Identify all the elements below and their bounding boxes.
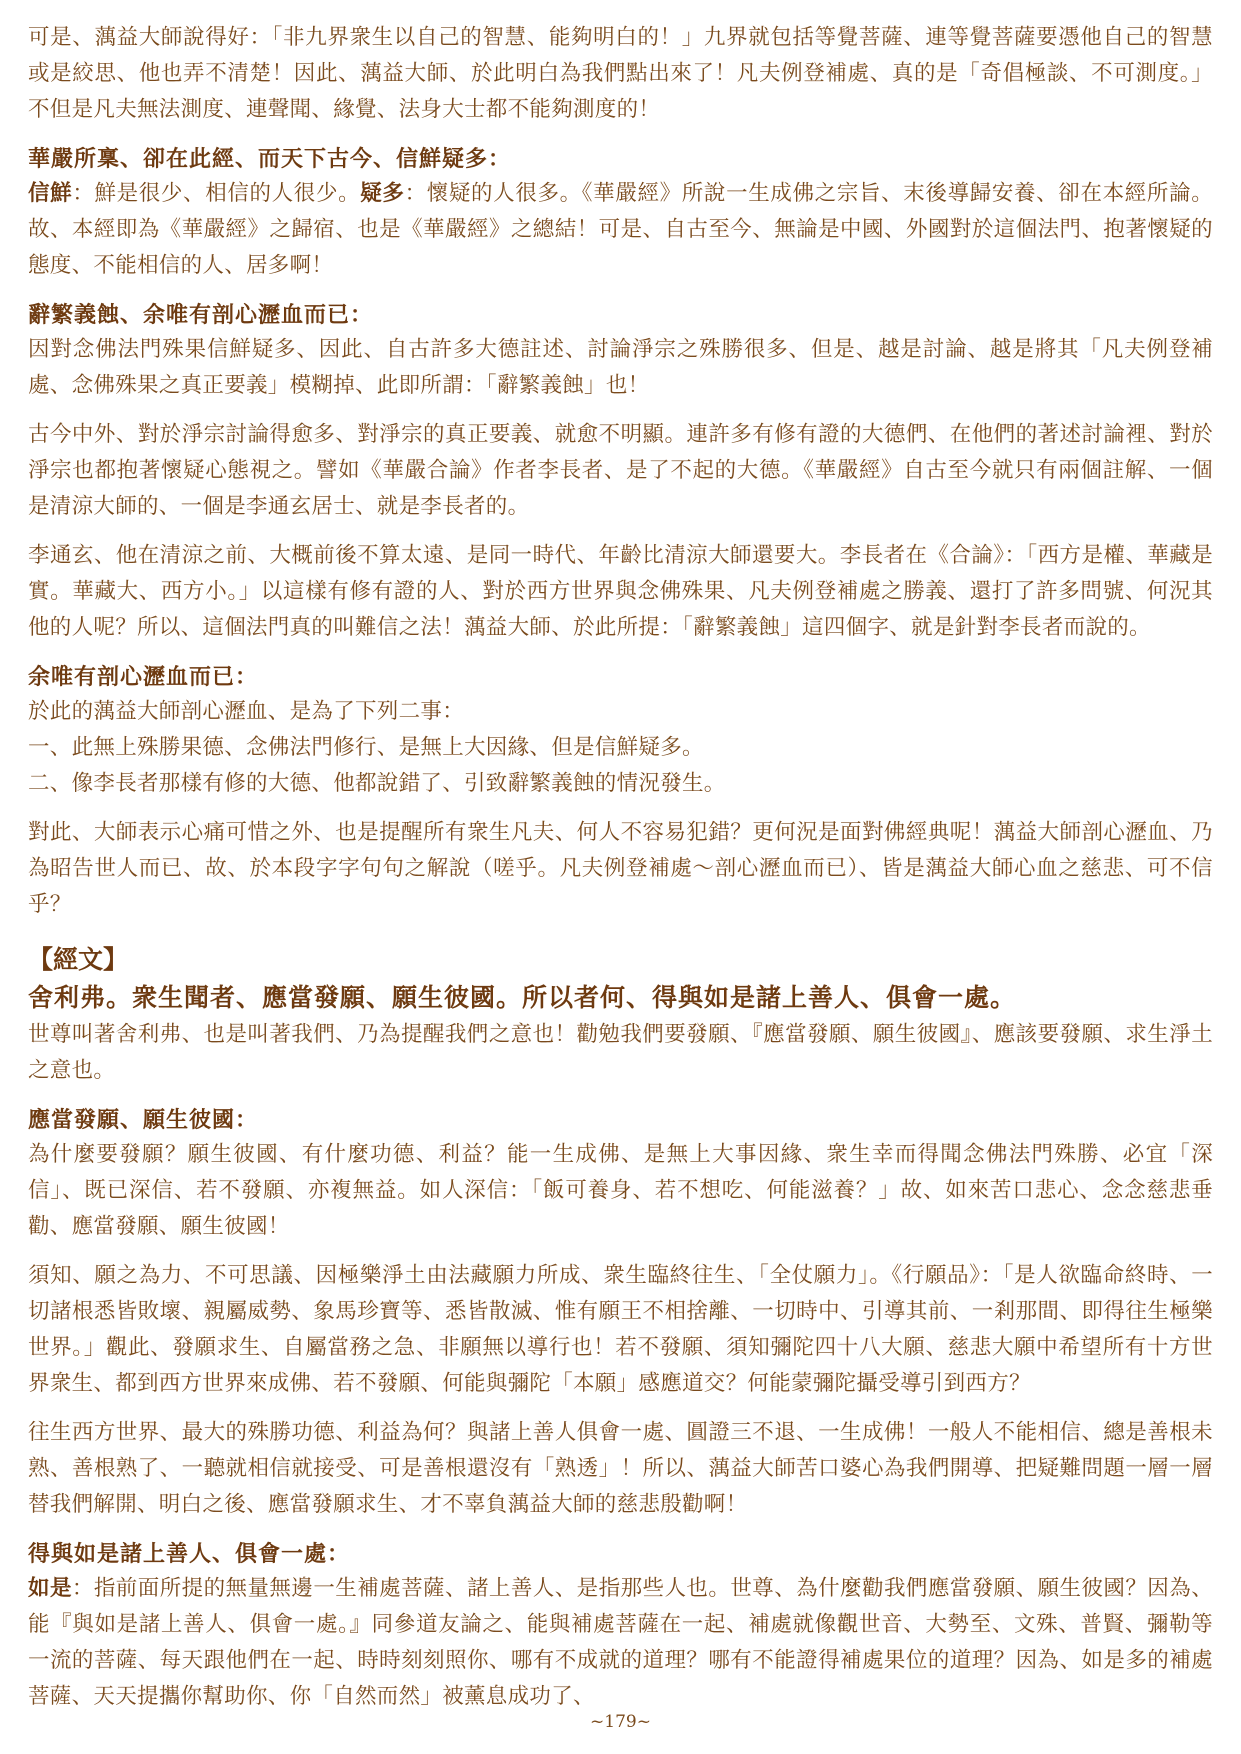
section-heading: 華嚴所稟、卻在此經、而天下古今、信鮮疑多： xyxy=(28,146,512,172)
paragraph: 李通玄、他在清涼之前、大概前後不算太遠、是同一時代、年齡比清涼大師還要大。李長者在《合論》：「西方是權、華藏是實。華藏大、西方小。」以這樣有修有證的人、對於西方世界與念佛殊果、凡夫例登補處之勝義、還打了許多問號、何況其他的人呢？所以、這個法門真的叫難信之法！蕅益大師、於此所提：「辭繁義蝕」這四個字、就是針對李長者而說的。 xyxy=(28,543,1213,640)
paragraph xyxy=(28,1571,1213,1715)
section-heading: 余唯有剖心瀝血而已： xyxy=(28,664,259,690)
list-intro: 於此的蕅益大師剖心瀝血、是為了下列二事： xyxy=(28,699,465,724)
paragraph-text: ：懷疑的人很多。《華嚴經》所說一生成佛之宗旨、末後導歸安養、卻在本經所論。故、本經即為《華嚴經》之歸宿、也是《華嚴經》之總結！可是、自古至今、無論是中國、外國對於這個法門、抱著懷疑的態度、不能相信的人、居多啊！ xyxy=(28,181,1214,278)
section-heading: 得與如是諸上善人、俱會一處： xyxy=(28,1541,351,1567)
term: 信鮮 xyxy=(28,181,73,206)
list-item: 二、像李長者那樣有修的大德、他都說錯了、引致辭繁義蝕的情況發生。 xyxy=(28,771,726,796)
paragraph: 世尊叫著舍利弗、也是叫著我們、乃為提醒我們之意也！勸勉我們要發願、『應當發願、願生彼國』、應該要發願、求生淨土之意也。 xyxy=(28,1022,1213,1083)
section-heading: 應當發願、願生彼國： xyxy=(28,1107,259,1133)
paragraph: 往生西方世界、最大的殊勝功德、利益為何？與諸上善人俱會一處、圓證三不退、一生成佛！一般人不能相信、總是善根未熟、善根熟了、一聽就相信就接受、可是善根還沒有「熟透」！所以、蕅益大師苦口婆心為我們開導、把疑難問題一層一層替我們解開、明白之後、應當發願求生、才不辜負蕅益大師的慈悲殷勸啊！ xyxy=(28,1420,1213,1517)
paragraph: 因對念佛法門殊果信鮮疑多、因此、自古許多大德註述、討論淨宗之殊勝很多、但是、越是討論、越是將其「凡夫例登補處、念佛殊果之真正要義」模糊掉、此即所謂：「辭繁義蝕」也！ xyxy=(28,337,1213,398)
paragraph: 可是、蕅益大師說得好：「非九界衆生以自己的智慧、能夠明白的！」九界就包括等覺菩薩、連等覺菩薩要憑他自己的智慧或是絞思、他也弄不清楚！因此、蕅益大師、於此明白為我們點出來了！凡夫例登補處、真的是「奇倡極談、不可測度。」不但是凡夫無法測度、連聲聞、緣覺、法身大士都不能夠測度的！ xyxy=(28,25,1213,122)
page-number: ~179~ xyxy=(590,1712,651,1732)
paragraph xyxy=(28,176,1213,284)
scripture-text: 舍利弗。衆生聞者、應當發願、願生彼國。所以者何、得與如是諸上善人、俱會一處。 xyxy=(28,983,1017,1012)
paragraph: 為什麼要發願？願生彼國、有什麼功德、利益？能一生成佛、是無上大事因緣、衆生幸而得聞念佛法門殊勝、必宜「深信」、既已深信、若不發願、亦複無益。如人深信：「飯可養身、若不想吃、何能滋養？」故、如來苦口悲心、念念慈悲垂勸、應當發願、願生彼國！ xyxy=(28,1142,1213,1239)
paragraph-list xyxy=(28,694,1213,802)
list-item: 一、此無上殊勝果德、念佛法門修行、是無上大因緣、但是信鮮疑多。 xyxy=(28,735,704,760)
section-heading: 辭繁義蝕、余唯有剖心瀝血而已： xyxy=(28,302,374,328)
paragraph: 對此、大師表示心痛可惜之外、也是提醒所有衆生凡夫、何人不容易犯錯？更何況是面對佛經典呢！蕅益大師剖心瀝血、乃為昭告世人而已、故、於本段字字句句之解說（嗟乎。凡夫例登補處～剖心瀝血而已）、皆是蕅益大師心血之慈悲、可不信乎？ xyxy=(28,820,1213,917)
paragraph-text: ：指前面所提的無量無邊一生補處菩薩、諸上善人、是指那些人也。世尊、為什麼勸我們應當發願、願生彼國？因為、能『與如是諸上善人、俱會一處。』同參道友論之、能與補處菩薩在一起、補處就像觀世音、大勢至、文殊、普賢、彌勒等一流的菩薩、每天跟他們在一起、時時刻刻照你、哪有不成就的道理？哪有不能證得補處果位的道理？因為、如是多的補處菩薩、天天提攜你幫助你、你「自然而然」被薰息成功了、 xyxy=(28,1576,1213,1709)
paragraph: 古今中外、對於淨宗討論得愈多、對淨宗的真正要義、就愈不明顯。連許多有修有證的大德們、在他們的著述討論裡、對於淨宗也都抱著懷疑心態視之。譬如《華嚴合論》作者李長者、是了不起的大德。《華嚴經》自古至今就只有兩個註解、一個是清涼大師的、一個是李通玄居士、就是李長者的。 xyxy=(28,422,1213,519)
scripture-tag: 【經文】 xyxy=(28,945,129,974)
paragraph: 須知、願之為力、不可思議、因極樂淨土由法藏願力所成、衆生臨終往生、「全仗願力」。《行願品》：「是人欲臨命終時、一切諸根悉皆敗壞、親屬威勢、象馬珍寶等、悉皆散滅、惟有願王不相捨離、一切時中、引導其前、一剎那間、即得往生極樂世界。」觀此、發願求生、自屬當務之急、非願無以導行也！若不發願、須知彌陀四十八大願、慈悲大願中希望所有十方世界衆生、都到西方世界來成佛、若不發願、何能與彌陀「本願」感應道交？何能蒙彌陀攝受導引到西方？ xyxy=(28,1263,1213,1396)
term: 疑多 xyxy=(360,181,405,206)
term: 如是 xyxy=(28,1576,72,1601)
paragraph-text: ：鮮是很少、相信的人很少。 xyxy=(72,181,361,206)
